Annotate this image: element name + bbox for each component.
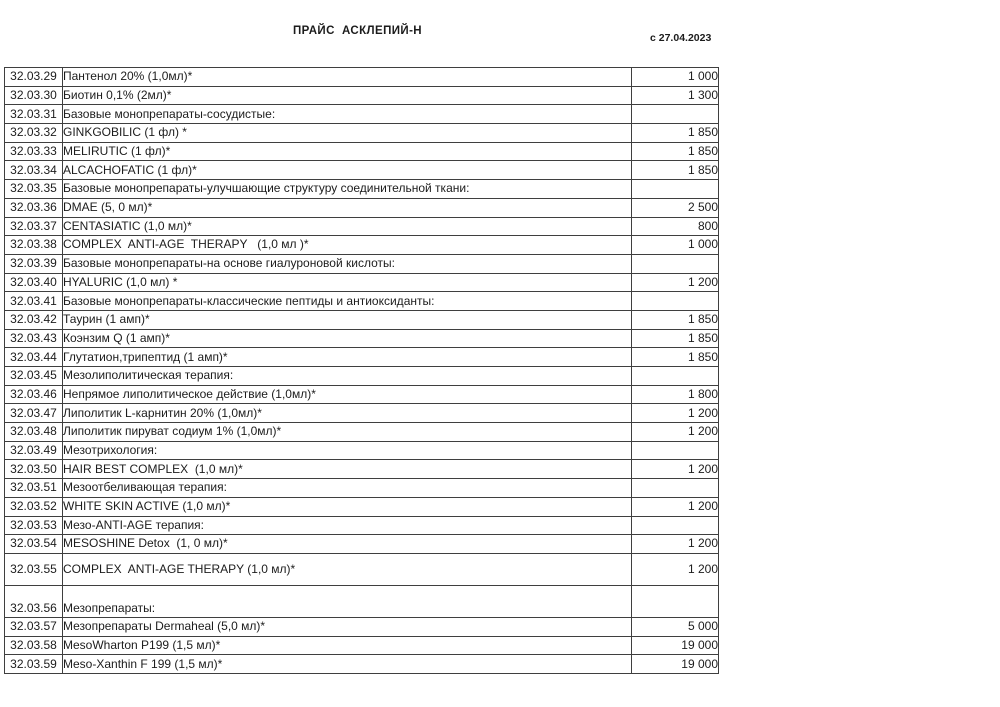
table-row [5,460,719,479]
name-cell: Мезоотбеливающая терапия: [63,479,632,498]
table-row [5,86,719,105]
code-cell: 32.03.38 [5,236,63,255]
price-cell: 1 200 [632,497,719,516]
name-cell: Мезопрепараты: [63,585,632,617]
table-row [5,636,719,655]
price-cell [632,292,719,311]
name-cell: MELIRUTIC (1 фл)* [63,142,632,161]
price-cell [632,516,719,535]
code-cell: 32.03.44 [5,348,63,367]
code-cell: 32.03.57 [5,617,63,636]
price-cell: 1 850 [632,329,719,348]
price-cell: 1 300 [632,86,719,105]
name-cell: Пантенол 20% (1,0мл)* [63,68,632,87]
price-cell [632,105,719,124]
table-row [5,497,719,516]
table-row [5,655,719,674]
code-cell: 32.03.52 [5,497,63,516]
name-cell: MESOSHINE Detox (1, 0 мл)* [63,535,632,554]
price-cell [632,479,719,498]
price-cell [632,367,719,386]
code-cell: 32.03.31 [5,105,63,124]
code-cell: 32.03.42 [5,310,63,329]
name-cell: HYALURIC (1,0 мл) * [63,273,632,292]
code-cell: 32.03.39 [5,254,63,273]
price-cell: 1 200 [632,404,719,423]
name-cell: Липолитик пируват содиум 1% (1,0мл)* [63,423,632,442]
price-cell [632,254,719,273]
table-row [5,329,719,348]
table-row [5,124,719,143]
code-cell: 32.03.48 [5,423,63,442]
price-cell: 800 [632,217,719,236]
name-cell: Мезопрепараты Dermaheal (5,0 мл)* [63,617,632,636]
name-cell: Базовые монопрепараты-на основе гиалуроновой кислоты: [63,254,632,273]
code-cell: 32.03.47 [5,404,63,423]
name-cell: MesoWharton P199 (1,5 мл)* [63,636,632,655]
price-cell: 1 200 [632,553,719,585]
price-cell: 1 200 [632,423,719,442]
section-row [5,105,719,124]
name-cell: Глутатион,трипептид (1 амп)* [63,348,632,367]
name-cell: CENTASIATIC (1,0 мл)* [63,217,632,236]
price-cell [632,441,719,460]
section-row [5,516,719,535]
price-cell: 1 800 [632,385,719,404]
section-row [5,292,719,311]
price-cell: 1 850 [632,142,719,161]
price-table-body [5,68,719,674]
code-cell: 32.03.46 [5,385,63,404]
name-cell: Базовые монопрепараты-классические пептиды и антиоксиданты: [63,292,632,311]
name-cell: DMAE (5, 0 мл)* [63,198,632,217]
name-cell: Мезотрихология: [63,441,632,460]
code-cell: 32.03.43 [5,329,63,348]
name-cell: COMPLEX ANTI-AGE THERAPY (1,0 мл)* [63,553,632,585]
code-cell: 32.03.29 [5,68,63,87]
name-cell: WHITE SKIN ACTIVE (1,0 мл)* [63,497,632,516]
table-row [5,423,719,442]
table-row [5,348,719,367]
name-cell: Биотин 0,1% (2мл)* [63,86,632,105]
section-row [5,585,719,617]
table-row [5,553,719,585]
code-cell: 32.03.56 [5,585,63,617]
section-row [5,479,719,498]
table-row [5,404,719,423]
price-cell: 1 850 [632,348,719,367]
name-cell: Коэнзим Q (1 амп)* [63,329,632,348]
table-row [5,617,719,636]
price-cell: 1 850 [632,161,719,180]
name-cell: GINKGOBILIC (1 фл) * [63,124,632,143]
section-row [5,367,719,386]
code-cell: 32.03.40 [5,273,63,292]
table-row [5,68,719,87]
code-cell: 32.03.50 [5,460,63,479]
section-row [5,180,719,199]
price-cell: 1 200 [632,535,719,554]
name-cell: HAIR BEST COMPLEX (1,0 мл)* [63,460,632,479]
document-title: ПРАЙС АСКЛЕПИЙ-Н [293,25,423,37]
code-cell: 32.03.34 [5,161,63,180]
name-cell: Таурин (1 амп)* [63,310,632,329]
section-row [5,441,719,460]
table-row [5,273,719,292]
name-cell: Мезолиполитическая терапия: [63,367,632,386]
price-cell: 19 000 [632,655,719,674]
name-cell: Базовые монопрепараты-сосудистые: [63,105,632,124]
code-cell: 32.03.32 [5,124,63,143]
code-cell: 32.03.35 [5,180,63,199]
price-cell: 1 000 [632,68,719,87]
table-row [5,161,719,180]
code-cell: 32.03.41 [5,292,63,311]
code-cell: 32.03.49 [5,441,63,460]
name-cell: Липолитик L-карнитин 20% (1,0мл)* [63,404,632,423]
table-row [5,217,719,236]
price-cell: 2 500 [632,198,719,217]
price-cell: 19 000 [632,636,719,655]
table-row [5,535,719,554]
code-cell: 32.03.33 [5,142,63,161]
price-cell: 1 000 [632,236,719,255]
price-cell [632,585,719,617]
table-row [5,236,719,255]
code-cell: 32.03.58 [5,636,63,655]
code-cell: 32.03.45 [5,367,63,386]
code-cell: 32.03.53 [5,516,63,535]
price-cell [632,180,719,199]
name-cell: Мезо-ANTI-AGE терапия: [63,516,632,535]
name-cell: COMPLEX ANTI-AGE THERAPY (1,0 мл )* [63,236,632,255]
table-row [5,198,719,217]
table-row [5,385,719,404]
table-row [5,142,719,161]
table-row [5,310,719,329]
code-cell: 32.03.54 [5,535,63,554]
name-cell: ALCACHOFATIC (1 фл)* [63,161,632,180]
price-cell: 5 000 [632,617,719,636]
effective-date: с 27.04.2023 [650,32,712,44]
section-row [5,254,719,273]
code-cell: 32.03.59 [5,655,63,674]
price-table [4,67,719,674]
price-cell: 1 200 [632,273,719,292]
code-cell: 32.03.51 [5,479,63,498]
code-cell: 32.03.36 [5,198,63,217]
name-cell: Базовые монопрепараты-улучшающие структуру соединительной ткани: [63,180,632,199]
code-cell: 32.03.37 [5,217,63,236]
name-cell: Непрямое липолитическое действие (1,0мл)* [63,385,632,404]
price-cell: 1 200 [632,460,719,479]
price-cell: 1 850 [632,124,719,143]
name-cell: Meso-Xanthin F 199 (1,5 мл)* [63,655,632,674]
price-cell: 1 850 [632,310,719,329]
code-cell: 32.03.30 [5,86,63,105]
code-cell: 32.03.55 [5,553,63,585]
